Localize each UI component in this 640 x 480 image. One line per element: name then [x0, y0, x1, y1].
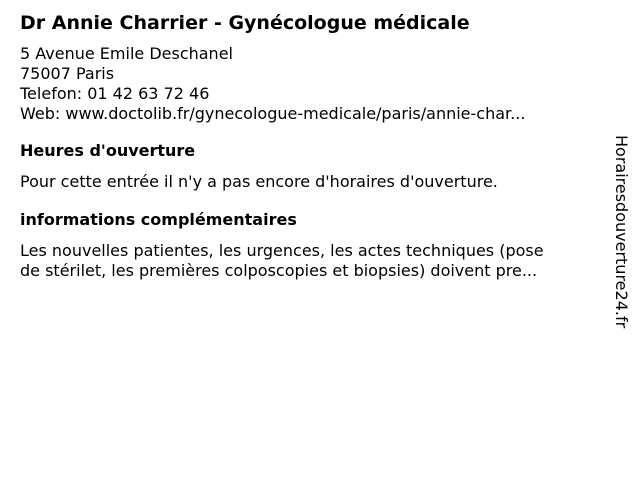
phone-number[interactable]: Telefon: 01 42 63 72 46	[20, 84, 210, 103]
additional-info-line-1: Les nouvelles patientes, les urgences, les actes techniques (pose	[20, 241, 544, 260]
street-address: 5 Avenue Emile Deschanel	[20, 44, 233, 63]
opening-hours-text	[20, 172, 595, 192]
additional-info-text	[20, 241, 595, 281]
page-title: Dr Annie Charrier - Gynécologue médicale	[20, 12, 470, 34]
site-brand-label[interactable]: Horairesdouverture24.fr	[612, 135, 631, 329]
website-link[interactable]: Web: www.doctolib.fr/gynecologue-medicale/paris/annie-char...	[20, 104, 526, 123]
opening-hours-heading: Heures d'ouverture	[20, 141, 196, 160]
city-postcode: 75007 Paris	[20, 64, 115, 83]
address-block	[20, 44, 595, 124]
listing-card	[20, 10, 595, 281]
additional-info-heading: informations complémentaires	[20, 210, 297, 229]
opening-hours-message: Pour cette entrée il n'y a pas encore d'horaires d'ouverture.	[20, 172, 498, 191]
additional-info-line-2: de stérilet, les premières colposcopies et biopsies) doivent pre...	[20, 261, 538, 280]
